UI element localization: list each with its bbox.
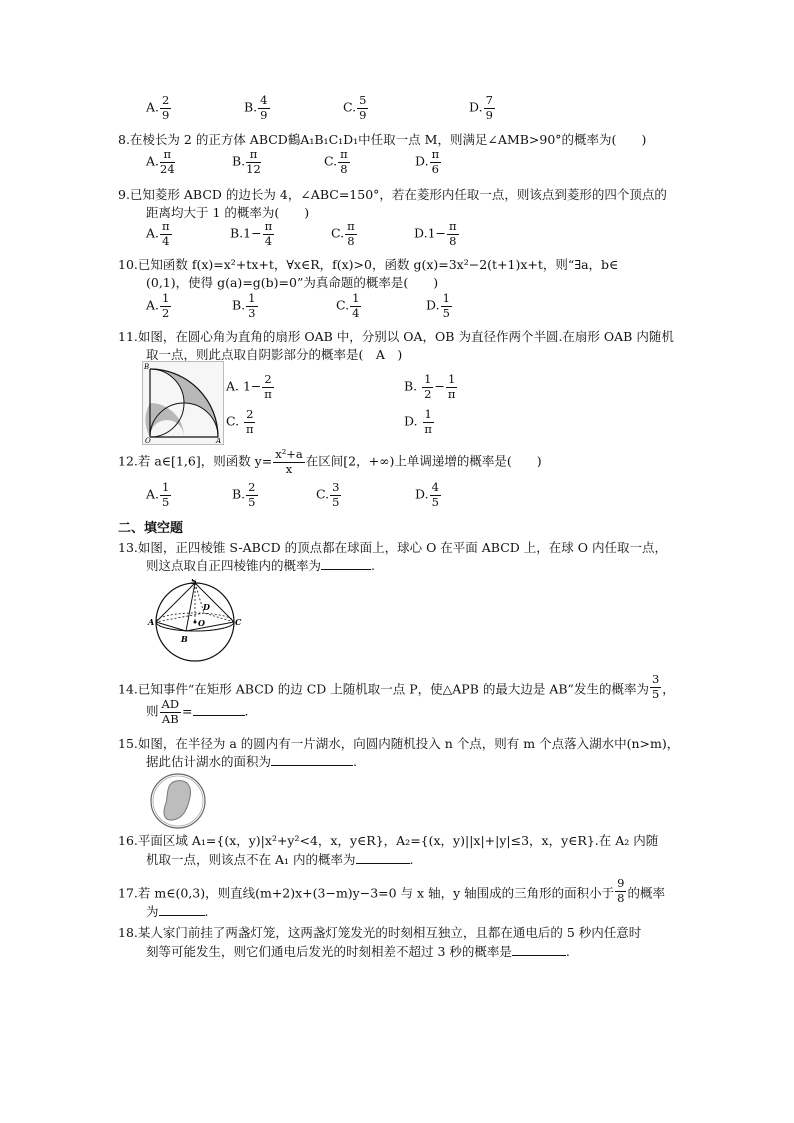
denominator: AB <box>161 711 179 726</box>
q12-stem <box>118 449 542 475</box>
q7-option-a <box>146 95 172 121</box>
numerator: 1 <box>162 291 170 305</box>
fraction <box>246 482 257 508</box>
q9-option-a <box>146 221 173 247</box>
q18-line2 <box>146 942 570 960</box>
label-o: O <box>198 618 205 628</box>
q15-text: 据此估计湖水的面积为 <box>146 754 272 769</box>
option-label: A. <box>146 153 160 169</box>
fraction <box>350 293 361 319</box>
q11-line1: 11.如图，在圆心角为直角的扇形 OAB 中，分别以 OA，OB 为直径作两个半圆.在扇形 OAB 内随机 <box>118 329 674 344</box>
q17-line2 <box>146 902 209 920</box>
fraction <box>160 221 172 247</box>
period: . <box>244 703 249 719</box>
equals: = <box>182 703 193 719</box>
denominator: 24 <box>160 161 175 176</box>
denominator: 2 <box>162 305 170 320</box>
denominator: 12 <box>246 161 261 176</box>
q13-text: 则这点取自正四棱锥内的概率为 <box>146 558 322 573</box>
numerator: 1 <box>442 291 450 305</box>
denominator: 8 <box>449 233 457 248</box>
q18-text: 刻等可能发生，则它们通电后发光的时刻相差不超过 3 秒的概率是 <box>146 944 512 959</box>
probability-fraction <box>650 674 661 700</box>
numerator: 1 <box>248 291 256 305</box>
area-fraction <box>615 878 626 904</box>
option-label: C. <box>343 99 357 115</box>
q11-option-d <box>404 409 435 435</box>
fraction <box>345 221 357 247</box>
q11-option-a <box>226 374 275 400</box>
denominator: 5 <box>332 494 340 509</box>
period: . <box>565 944 570 959</box>
denominator: 8 <box>347 233 355 248</box>
answer-blank <box>512 943 566 956</box>
label-b: B <box>144 363 150 371</box>
q16-text: 机取一点，则该点不在 A₁ 内的概率为 <box>146 852 356 867</box>
option-label: D. <box>415 486 429 502</box>
q9-option-b <box>230 221 275 247</box>
option-label: C. <box>336 297 350 313</box>
numerator: 1 <box>447 372 456 386</box>
numerator: 2 <box>248 480 256 494</box>
label-a: A <box>148 617 155 627</box>
q12-option-b <box>232 482 259 508</box>
denominator: 8 <box>617 890 625 905</box>
q12-option-d <box>415 482 442 508</box>
denominator: 9 <box>485 107 493 122</box>
option-label: D. <box>414 225 428 241</box>
option-label: A. 1− <box>226 378 262 394</box>
numerator: 1 <box>352 291 360 305</box>
q12-option-a <box>146 482 172 508</box>
answer-blank <box>193 703 245 716</box>
period: . <box>204 904 209 919</box>
denominator: 8 <box>340 161 348 176</box>
denominator: 5 <box>431 494 439 509</box>
option-label: D. <box>426 297 440 313</box>
option-label: A. <box>146 486 160 502</box>
numerator: π <box>347 219 355 233</box>
fraction <box>246 149 261 175</box>
fraction <box>160 293 171 319</box>
numerator: π <box>431 147 440 161</box>
q16-line1: 16.平面区域 A₁={(x，y)|x²+y²<4，x，y∈R}，A₂={(x，y)||x|+|y|≤3，x，y∈R}.在 A₂ 内随 <box>118 833 659 848</box>
q8-text: 8.在棱长为 2 的正方体 ABCD鶴A₁B₁C₁D₁中任取一点 M，则满足∠AMB>90°的概率为( ) <box>118 132 647 147</box>
fraction <box>258 95 269 121</box>
q9-line2: 距离均大于 1 的概率为( ) <box>146 205 310 220</box>
fraction <box>447 221 459 247</box>
fraction <box>446 374 457 400</box>
fraction <box>160 95 171 121</box>
q10-option-d <box>426 293 453 319</box>
option-label: B. <box>404 378 418 394</box>
denominator: π <box>264 386 272 401</box>
q10-line1: 10.已知函数 f(x)=x²+tx+t，∀x∈R，f(x)>0，函数 g(x)=3x²−2(t+1)x+t，则“∃a，b∈ <box>118 257 619 272</box>
option-label: D. <box>415 153 429 169</box>
option-label: C. <box>324 153 338 169</box>
function-fraction <box>273 449 305 475</box>
label-d: D <box>203 602 210 612</box>
q8-option-b <box>232 149 262 175</box>
label-b: B <box>181 634 188 644</box>
option-label: B. <box>232 297 246 313</box>
fraction <box>430 482 441 508</box>
denominator: π <box>447 386 456 401</box>
denominator: 4 <box>352 305 360 320</box>
numerator: AD <box>161 697 180 711</box>
denominator: 5 <box>248 494 256 509</box>
q8-option-a <box>146 149 176 175</box>
q14-line1 <box>118 674 675 700</box>
q7-option-b <box>244 95 271 121</box>
q11-option-c <box>226 409 256 435</box>
q7-option-c <box>343 95 369 121</box>
q17-text: 17.若 m∈(0,3)，则直线(m+2)x+(3−m)y−3=0 与 x 轴，y 轴围成的三角形的面积小于 <box>118 885 615 901</box>
denominator: π <box>424 421 432 436</box>
denominator: 9 <box>359 107 367 122</box>
q9-line1: 9.已知菱形 ABCD 的边长为 4，∠ABC=150°，若在菱形内任取一点，则该点到菱形的四个顶点的 <box>118 187 667 202</box>
ratio-fraction <box>160 699 182 725</box>
q13-line1: 13.如图，正四棱锥 S-ABCD 的顶点都在球面上，球心 O 在平面 ABCD 上，在球 O 内任取一点， <box>118 540 667 555</box>
option-label: D. <box>469 99 483 115</box>
q10-line2: (0,1)，使得 g(a)=g(b)=0”为真命题的概率是( ) <box>146 275 439 290</box>
numerator: 9 <box>617 876 625 890</box>
numerator: 4 <box>260 93 268 107</box>
q17-line1 <box>118 878 665 904</box>
period: . <box>371 558 375 573</box>
label-a: A <box>216 437 222 445</box>
numerator: π <box>162 219 170 233</box>
fraction <box>262 374 273 400</box>
fraction <box>160 482 171 508</box>
denominator: 9 <box>162 107 170 122</box>
q16-line2 <box>146 850 413 868</box>
q11-line2: 取一点，则此点取自阴影部分的概率是( A ) <box>146 347 403 362</box>
option-prefix: 1− <box>427 225 446 241</box>
q14-pre: 则 <box>146 703 159 719</box>
sphere-pyramid-figure <box>146 579 246 663</box>
option-label: A. <box>146 225 160 241</box>
q8-option-c <box>324 149 351 175</box>
section-heading: 二、填空题 <box>118 521 184 536</box>
q10-option-b <box>232 293 259 319</box>
q17-text2: 为 <box>146 904 159 919</box>
fraction <box>423 409 434 435</box>
numerator: 7 <box>485 93 493 107</box>
q15-line2 <box>146 752 357 770</box>
denominator: 4 <box>162 233 170 248</box>
option-label: A. <box>146 99 160 115</box>
numerator: π <box>160 149 175 163</box>
fraction <box>484 95 495 121</box>
denominator: π <box>245 421 254 436</box>
answer-blank <box>356 851 410 864</box>
comma: ， <box>662 681 675 697</box>
option-label: A. <box>146 297 160 313</box>
denominator: 5 <box>442 305 450 320</box>
option-label: B. <box>244 99 258 115</box>
answer-blank <box>321 557 371 570</box>
fraction <box>330 482 341 508</box>
option-label: B. <box>232 486 246 502</box>
numerator: 1 <box>424 372 432 386</box>
q13-line2 <box>146 556 375 574</box>
center-o <box>194 621 197 624</box>
option-label: C. <box>331 225 345 241</box>
denominator: x <box>285 461 293 476</box>
fraction <box>263 221 275 247</box>
q18-line1: 18.某人家门前挂了两盏灯笼，这两盏灯笼发光的时刻相互独立，且都在通电后的 5 秒内任意时 <box>118 925 642 940</box>
label-c: C <box>235 617 242 627</box>
q9-option-c <box>331 221 358 247</box>
numerator: 3 <box>332 480 340 494</box>
option-label: D. <box>404 413 418 429</box>
answer-blank <box>159 903 205 916</box>
fraction <box>441 293 452 319</box>
fraction <box>357 95 368 121</box>
fraction <box>430 149 442 175</box>
option-prefix: 1− <box>243 225 262 241</box>
fraction <box>338 149 350 175</box>
numerator: 2 <box>246 407 254 421</box>
q12-post: 在区间[2，+∞)上单调递增的概率是( ) <box>305 453 542 469</box>
numerator: 1 <box>424 407 432 421</box>
q9-option-d <box>414 221 460 247</box>
numerator: 1 <box>162 480 170 494</box>
numerator: 3 <box>651 672 660 686</box>
option-label: B. <box>230 225 244 241</box>
numerator: π <box>264 219 273 233</box>
fraction <box>422 374 433 400</box>
numerator: π <box>449 219 457 233</box>
q12-pre: 12.若 a∈[1,6]，则函数 y= <box>118 453 273 469</box>
q14-line2 <box>146 699 249 725</box>
denominator: 3 <box>248 305 256 320</box>
sector-figure <box>142 361 224 445</box>
q7-option-d <box>469 95 496 121</box>
q17-tail: 的概率 <box>627 885 665 901</box>
denominator: 5 <box>651 686 660 701</box>
edge-bc <box>186 622 234 631</box>
q12-option-c <box>316 482 342 508</box>
q14-text: 14.已知事件“在矩形 ABCD 的边 CD 上随机取一点 P，使△APB 的最大边是 AB”发生的概率为 <box>118 681 649 697</box>
denominator: 6 <box>431 161 439 176</box>
q11-option-b <box>404 374 458 400</box>
minus-sign: − <box>434 378 445 394</box>
fraction <box>160 149 175 175</box>
q10-option-a <box>146 293 172 319</box>
label-s: S <box>191 579 197 586</box>
q8-option-d <box>415 149 442 175</box>
denominator: 9 <box>260 107 268 122</box>
fraction <box>246 293 257 319</box>
period: . <box>353 754 357 769</box>
numerator: x²+a <box>275 447 303 461</box>
option-label: C. <box>226 413 240 429</box>
numerator: 2 <box>264 372 272 386</box>
label-o: O <box>145 437 151 445</box>
numerator: π <box>246 149 261 163</box>
numerator: 5 <box>359 93 367 107</box>
q10-option-c <box>336 293 362 319</box>
lake-figure <box>146 773 210 829</box>
option-label: B. <box>232 153 246 169</box>
numerator: 2 <box>162 93 170 107</box>
lake-shape <box>164 781 190 820</box>
period: . <box>409 852 414 867</box>
denominator: 2 <box>424 386 432 401</box>
numerator: 4 <box>431 480 439 494</box>
fraction <box>244 409 255 435</box>
denominator: 4 <box>264 233 273 248</box>
q15-line1: 15.如图，在半径为 a 的圆内有一片湖水，向圆内随机投入 n 个点，则有 m 个点落入湖水中(n>m)， <box>118 736 680 751</box>
answer-blank <box>271 753 353 766</box>
option-label: C. <box>316 486 330 502</box>
numerator: π <box>340 147 348 161</box>
denominator: 5 <box>162 494 170 509</box>
